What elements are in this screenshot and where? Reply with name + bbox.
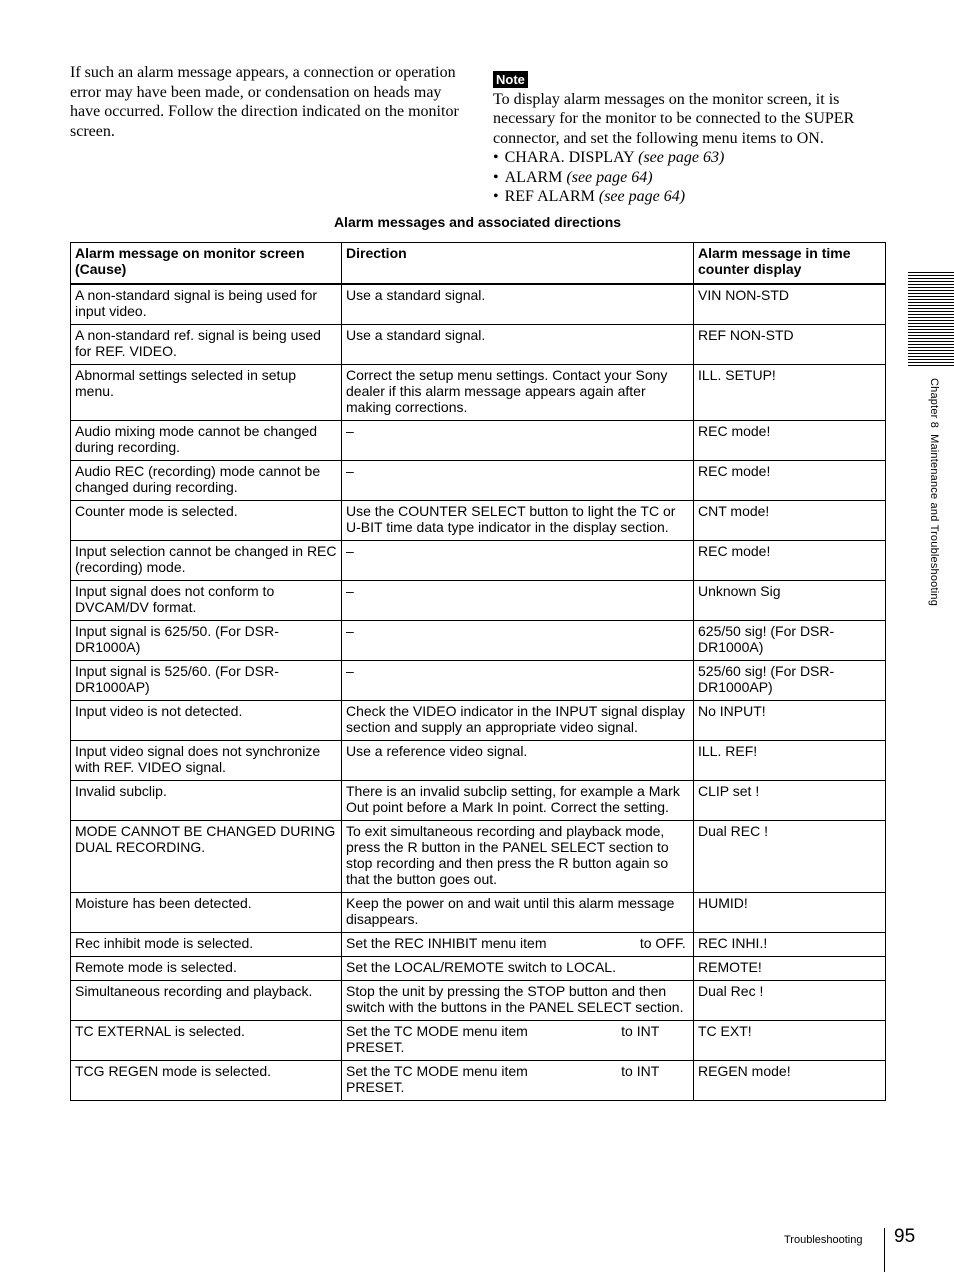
cell-cause: Input signal is 525/60. (For DSR-DR1000AP) [71, 661, 342, 701]
cell-direction: – [342, 661, 694, 701]
cell-cause: Input signal is 625/50. (For DSR-DR1000A) [71, 621, 342, 661]
cell-direction: Set the LOCAL/REMOTE switch to LOCAL. [342, 957, 694, 981]
cell-direction: Use a standard signal. [342, 325, 694, 365]
cell-counter-message: REC mode! [694, 461, 886, 501]
table-row [71, 621, 886, 661]
footer-divider [884, 1228, 885, 1272]
cell-counter-message: REGEN mode! [694, 1061, 886, 1101]
note-block [493, 70, 888, 207]
note-item-ref: (see page 63) [638, 149, 725, 166]
column-header-direction: Direction [342, 243, 694, 285]
cell-cause: Rec inhibit mode is selected. [71, 933, 342, 957]
cell-direction: Set the TC MODE menu item to INT PRESET. [342, 1021, 694, 1061]
cell-direction: – [342, 541, 694, 581]
table-row [71, 421, 886, 461]
note-text: To display alarm messages on the monitor screen, it is necessary for the monitor to be connected to the SUPER connector, and set the following menu items to ON. [493, 90, 855, 147]
table-row [71, 661, 886, 701]
cell-cause: A non-standard signal is being used for input video. [71, 284, 342, 325]
cell-cause: A non-standard ref. signal is being used for REF. VIDEO. [71, 325, 342, 365]
cell-direction: Use a reference video signal. [342, 741, 694, 781]
table-row [71, 981, 886, 1021]
alarm-table [70, 242, 886, 1101]
note-item [493, 148, 888, 168]
cell-counter-message: CNT mode! [694, 501, 886, 541]
note-item-label: REF ALARM [504, 188, 595, 205]
table-row [71, 365, 886, 421]
cell-counter-message: REC INHI.! [694, 933, 886, 957]
table-row [71, 821, 886, 893]
cell-counter-message: HUMID! [694, 893, 886, 933]
alarm-table-body [71, 284, 886, 1101]
bullet-icon: • [493, 149, 499, 166]
cell-counter-message: 625/50 sig! (For DSR-DR1000A) [694, 621, 886, 661]
page-number: 95 [894, 1226, 916, 1247]
chapter-number: Chapter 8 [928, 378, 940, 429]
cell-cause: Input selection cannot be changed in REC (recording) mode. [71, 541, 342, 581]
cell-direction: Use a standard signal. [342, 284, 694, 325]
cell-direction: Correct the setup menu settings. Contact your Sony dealer if this alarm message appears again after making corrections. [342, 365, 694, 421]
note-item [493, 187, 888, 207]
cell-direction: There is an invalid subclip setting, for example a Mark Out point before a Mark In point. Correct the setting. [342, 781, 694, 821]
note-item-label: ALARM [504, 168, 563, 186]
cell-cause: Moisture has been detected. [71, 893, 342, 933]
cell-direction: Check the VIDEO indicator in the INPUT signal display section and supply an appropriate video signal. [342, 701, 694, 741]
table-row [71, 501, 886, 541]
cell-direction: Set the REC INHIBIT menu item to OFF. [342, 933, 694, 957]
cell-cause: TC EXTERNAL is selected. [71, 1021, 342, 1061]
cell-cause: Input signal does not conform to DVCAM/DV format. [71, 581, 342, 621]
cell-direction: – [342, 461, 694, 501]
cell-counter-message: 525/60 sig! (For DSR-DR1000AP) [694, 661, 886, 701]
cell-counter-message: Dual Rec ! [694, 981, 886, 1021]
intro-paragraph [70, 63, 460, 141]
table-header-row [71, 243, 886, 285]
cell-counter-message: Dual REC ! [694, 821, 886, 893]
note-item-ref: (see page 64) [598, 188, 686, 205]
chapter-tab-marker [908, 272, 954, 367]
cell-cause: Audio mixing mode cannot be changed during recording. [71, 421, 342, 461]
cell-direction: Stop the unit by pressing the STOP button and then switch with the buttons in the PANEL SELECT section. [342, 981, 694, 1021]
cell-direction: Keep the power on and wait until this alarm message disappears. [342, 893, 694, 933]
table-row [71, 893, 886, 933]
table-row [71, 284, 886, 325]
chapter-side-label [928, 378, 940, 606]
cell-counter-message: TC EXT! [694, 1021, 886, 1061]
cell-counter-message: ILL. REF! [694, 741, 886, 781]
table-row [71, 781, 886, 821]
footer-section-title: Troubleshooting [784, 1234, 863, 1246]
table-row [71, 1021, 886, 1061]
table-row [71, 1061, 886, 1101]
cell-cause: Counter mode is selected. [71, 501, 342, 541]
cell-counter-message: ILL. SETUP! [694, 365, 886, 421]
cell-counter-message: REMOTE! [694, 957, 886, 981]
cell-counter-message: No INPUT! [694, 701, 886, 741]
table-row [71, 541, 886, 581]
cell-cause: Invalid subclip. [71, 781, 342, 821]
intro-text: If such an alarm message appears, a connection or operation error may have been made, or condensation on heads may have occurred. Follow the direction indicated on the monitor screen. [70, 64, 459, 140]
cell-counter-message: REC mode! [694, 541, 886, 581]
cell-counter-message: Unknown Sig [694, 581, 886, 621]
cell-counter-message: REC mode! [694, 421, 886, 461]
cell-counter-message: CLIP set ! [694, 781, 886, 821]
table-row [71, 325, 886, 365]
cell-cause: Simultaneous recording and playback. [71, 981, 342, 1021]
cell-direction: – [342, 581, 694, 621]
cell-cause: MODE CANNOT BE CHANGED DURING DUAL RECORDING. [71, 821, 342, 893]
cell-direction: – [342, 621, 694, 661]
cell-direction: – [342, 421, 694, 461]
note-item [493, 168, 888, 188]
cell-cause: Remote mode is selected. [71, 957, 342, 981]
note-item-label: CHARA. DISPLAY [504, 149, 635, 166]
cell-cause: Abnormal settings selected in setup menu. [71, 365, 342, 421]
cell-cause: Input video signal does not synchronize with REF. VIDEO signal. [71, 741, 342, 781]
cell-cause: TCG REGEN mode is selected. [71, 1061, 342, 1101]
table-row [71, 581, 886, 621]
table-row [71, 741, 886, 781]
cell-direction: To exit simultaneous recording and playback mode, press the R button in the PANEL SELECT section to stop recording and then press the R button again so that the button goes out. [342, 821, 694, 893]
cell-direction: Use the COUNTER SELECT button to light the TC or U-BIT time data type indicator in the display section. [342, 501, 694, 541]
table-row [71, 933, 886, 957]
bullet-icon: • [493, 188, 499, 205]
column-header-counter-message: Alarm message in time counter display [694, 243, 886, 285]
bullet-icon: • [493, 168, 499, 186]
cell-counter-message: VIN NON-STD [694, 284, 886, 325]
column-header-cause: Alarm message on monitor screen (Cause) [71, 243, 342, 285]
note-badge: Note [493, 71, 528, 88]
table-caption: Alarm messages and associated directions [333, 214, 622, 230]
cell-cause: Input video is not detected. [71, 701, 342, 741]
cell-direction: Set the TC MODE menu item to INT PRESET. [342, 1061, 694, 1101]
note-item-ref: (see page 64) [566, 168, 653, 186]
chapter-title: Maintenance and Troubleshooting [928, 434, 940, 607]
note-list [493, 148, 888, 207]
cell-counter-message: REF NON-STD [694, 325, 886, 365]
table-row [71, 461, 886, 501]
table-row [71, 957, 886, 981]
cell-cause: Audio REC (recording) mode cannot be changed during recording. [71, 461, 342, 501]
table-row [71, 701, 886, 741]
